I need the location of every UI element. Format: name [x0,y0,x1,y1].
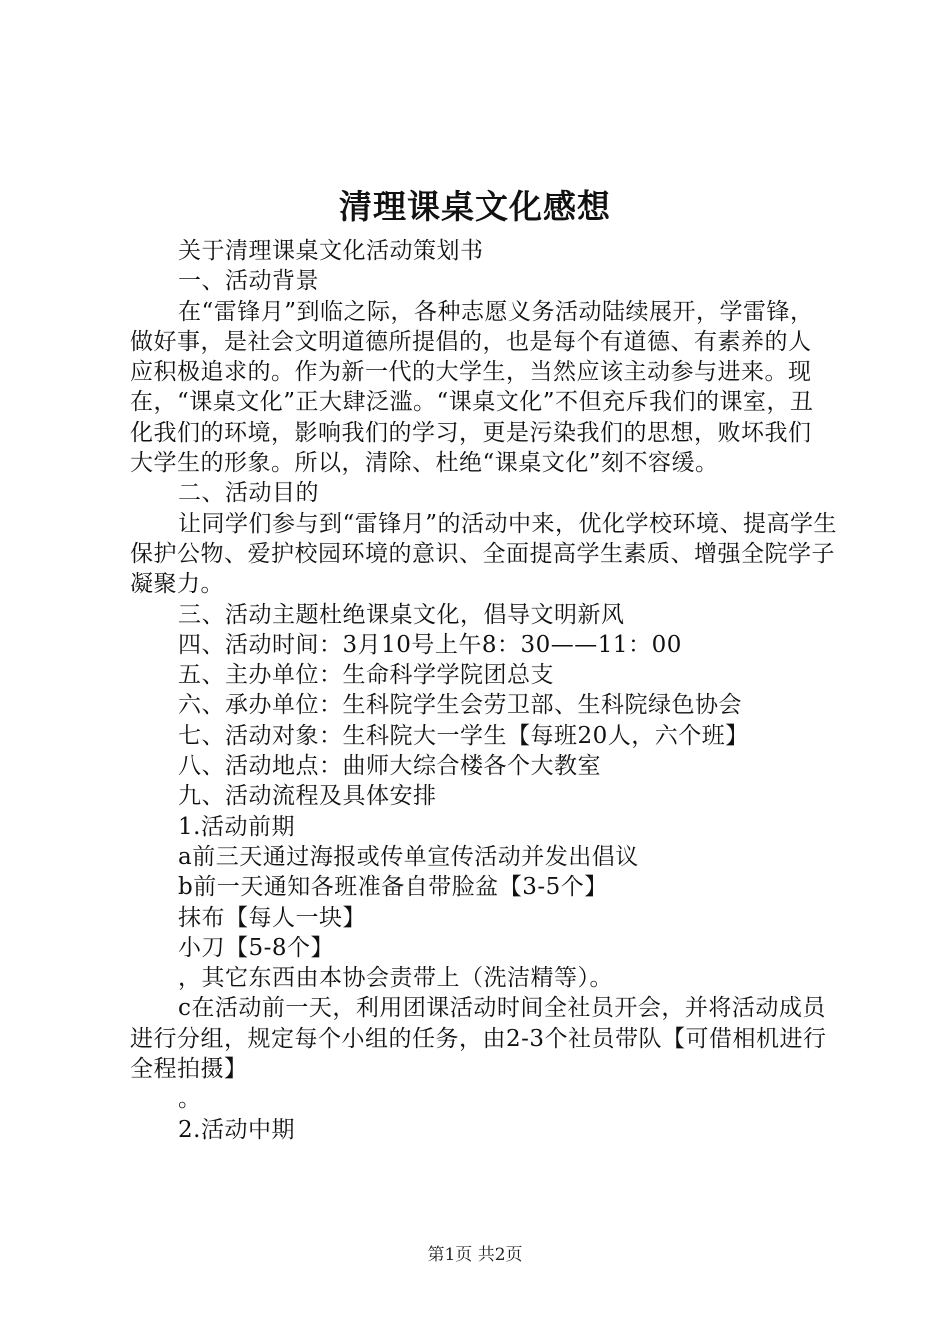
paragraph-plan-heading: 关于清理课桌文化活动策划书 [178,238,484,264]
section-location: 八、活动地点：曲师大综合楼各个大教室 [178,753,601,780]
list-item-other: ，其它东西由本协会责带上（洗洁精等）。 [178,965,613,992]
list-item-a: a前三天通过海报或传单宣传活动并发出倡议 [178,843,639,870]
section-co-organizer: 六、承办单位：生科院学生会劳卫部、生科院绿色协会 [178,692,742,719]
section-process: 九、活动流程及具体安排 [178,783,437,810]
list-item-knife: 小刀【5-8个】 [178,934,335,961]
list-item-c: c在活动前一天，利用团课活动时间全社员开会，并将活动成员进行分组，规定每个小组的任务，由2-3个社员带队【可借相机进行全程拍摄】 [130,995,827,1083]
paragraph-purpose: 让同学们参与到“雷锋月”的活动中来，优化学校环境、提高学生保护公物、爱护校园环境的意识、全面提高学生素质、增强全院学子凝聚力。 [130,510,838,598]
subsection-middle-stage: 2.活动中期 [178,1116,295,1143]
section-time: 四、活动时间：3月10号上午8：30——11：00 [178,631,682,658]
document-title: 清理课桌文化感想 [339,187,611,226]
page-footer: 第1页 共2页 [427,1245,523,1265]
section-heading-purpose: 二、活动目的 [178,480,319,507]
paragraph-background: 在“雷锋月”到临之际，各种志愿义务活动陆续展开，学雷锋，做好事，是社会文明道德所提倡的，也是每个有道德、有素养的人应积极追求的。作为新一代的大学生，当然应该主动参与进来。现在，“课桌文化”正大肆泛滥。“课桌文化”不但充斥我们的课室，丑化我们的环境，影响我们的学习，更是污染我们的思想，败坏我们大学生的形象。所以，清除、杜绝“课桌文化”刻不容缓。 [130,298,814,477]
list-item-b: b前一天通知各班准备自带脸盆【3-5个】 [178,874,608,901]
subsection-early-stage: 1.活动前期 [178,813,295,840]
list-item-period: 。 [178,1086,202,1113]
section-participants: 七、活动对象：生科院大一学生【每班20人，六个班】 [178,722,749,749]
section-theme: 三、活动主题杜绝课桌文化，倡导文明新风 [178,601,625,628]
list-item-cloth: 抹布【每人一块】 [178,904,366,931]
section-heading-background: 一、活动背景 [178,268,319,295]
document-body [130,236,838,1145]
section-organizer: 五、主办单位：生命科学学院团总支 [178,662,554,689]
